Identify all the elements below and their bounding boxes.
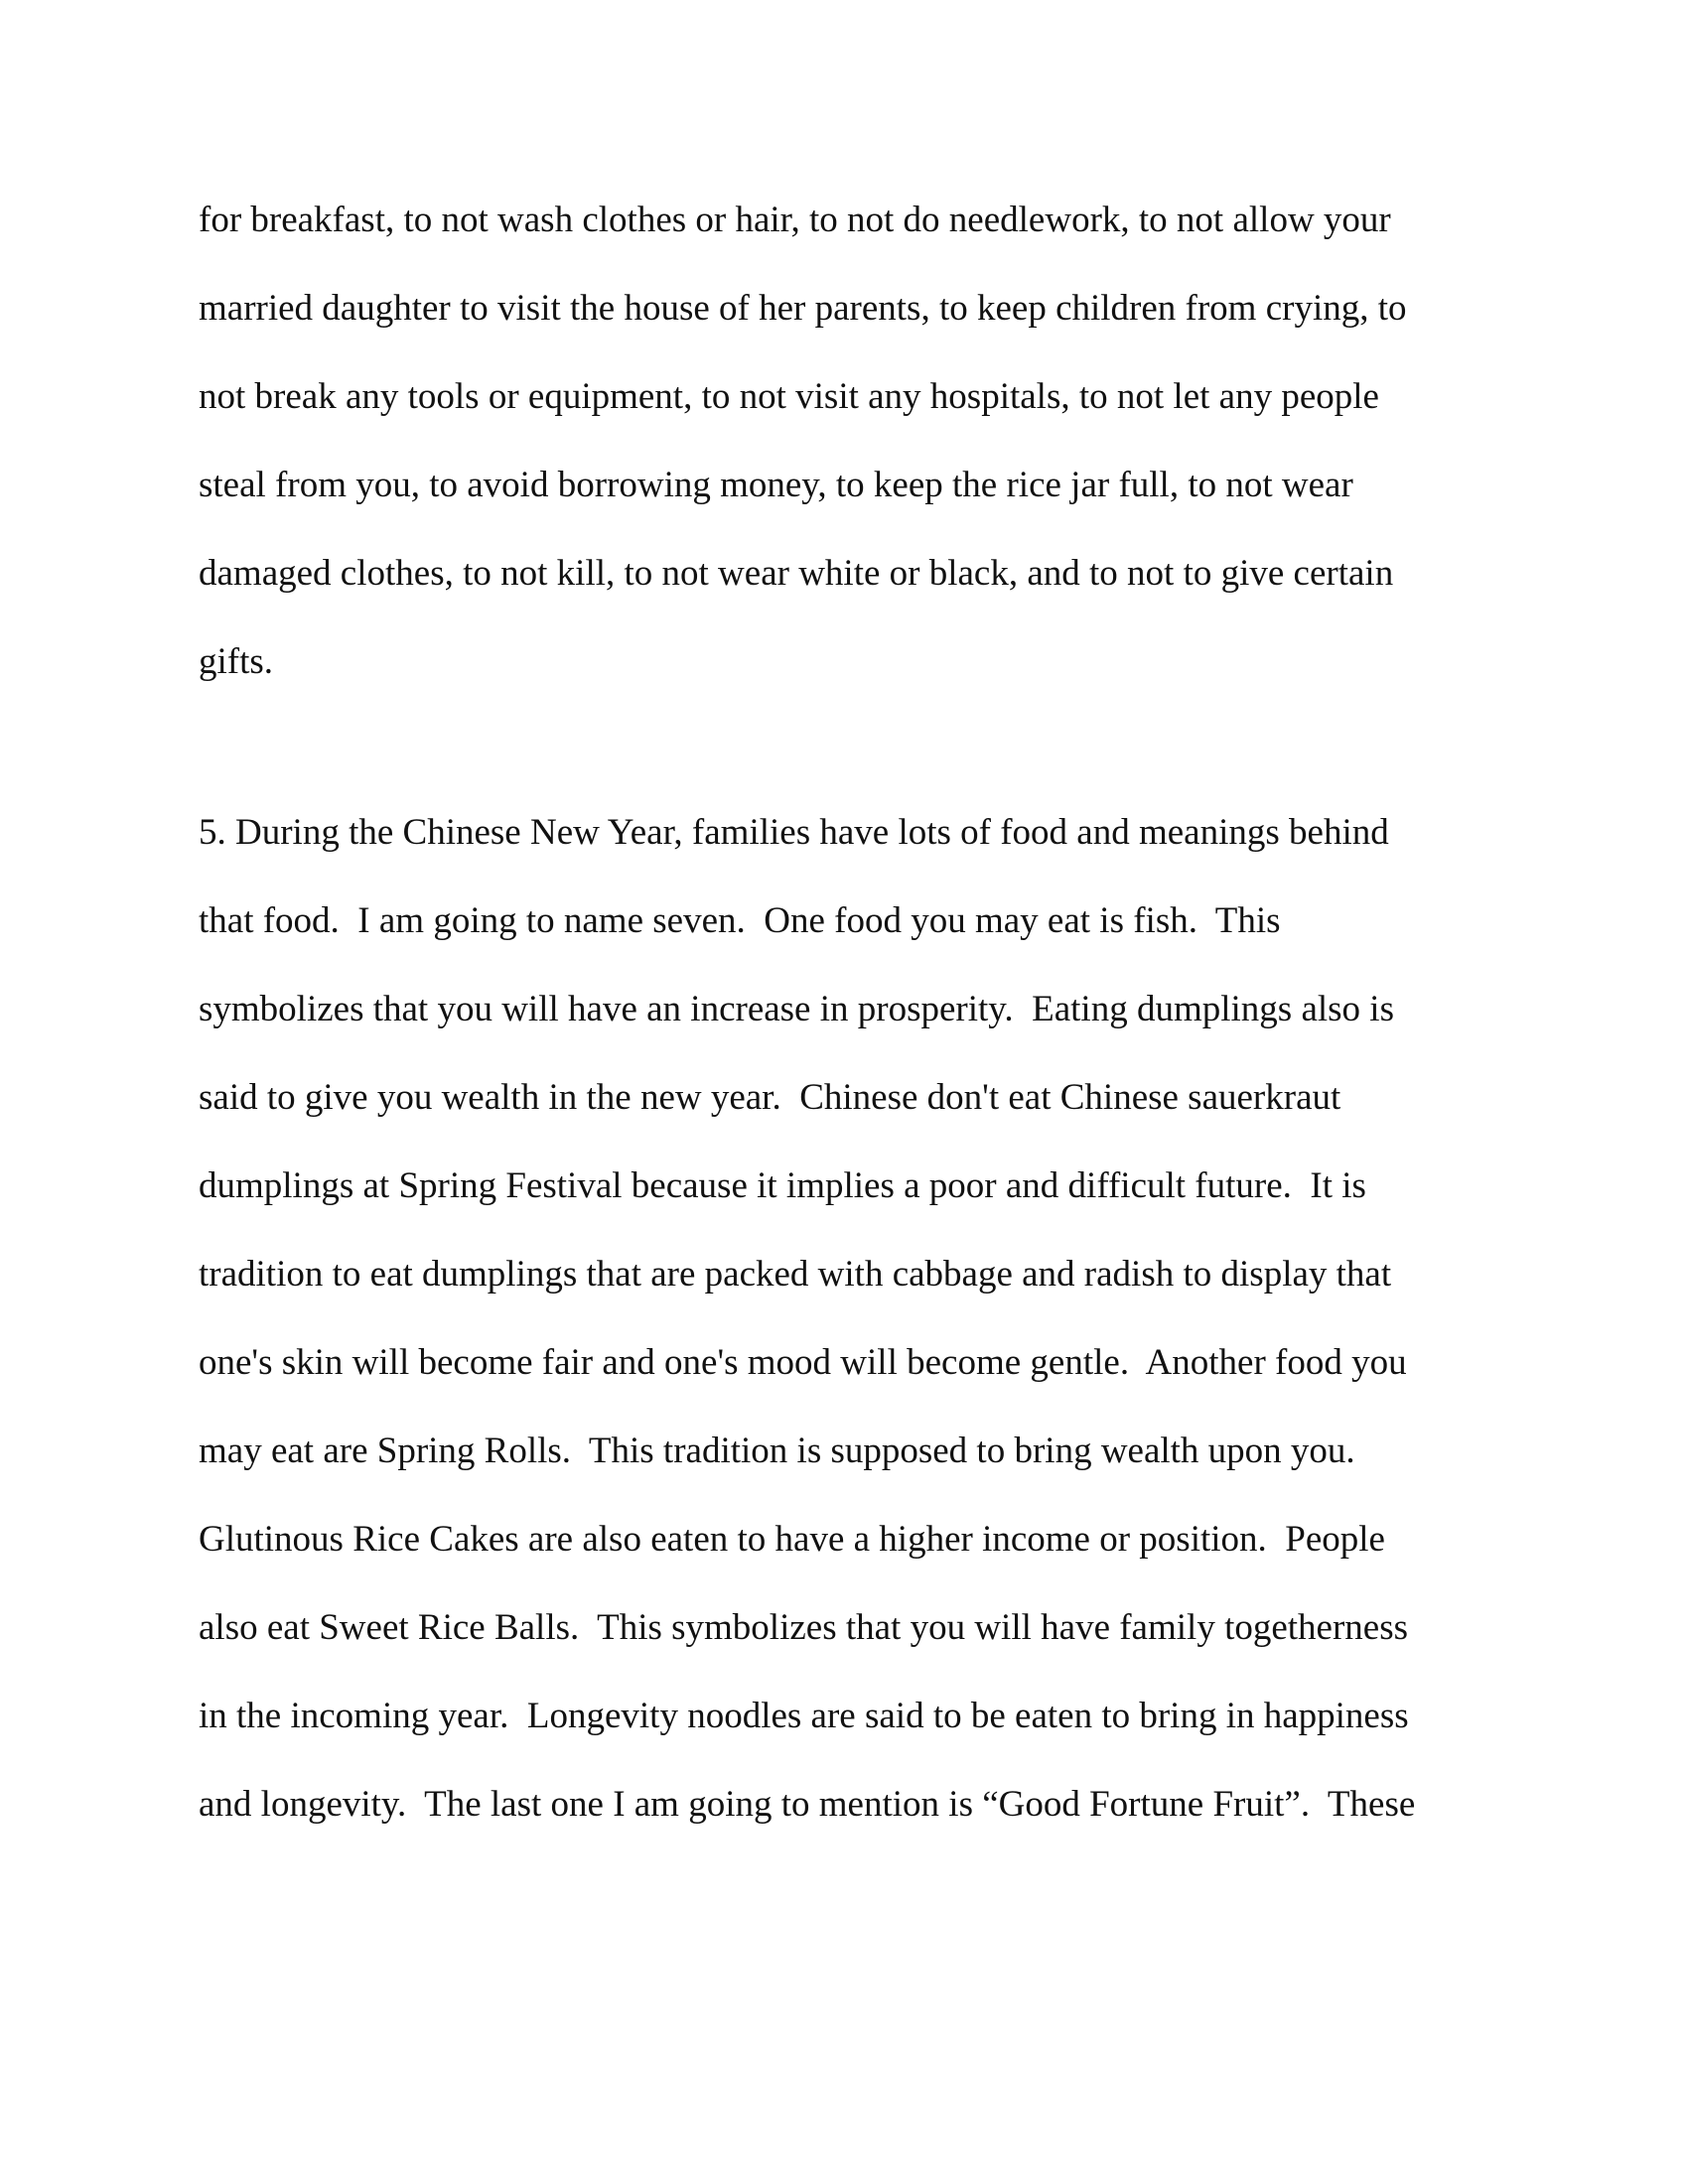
- paragraph1-line-5: damaged clothes, to not kill, to not wear white or black, and to not to give certain: [199, 553, 1394, 594]
- paragraph2-line-11: in the incoming year. Longevity noodles are said to be eaten to bring in happiness: [199, 1696, 1409, 1736]
- paragraph2-line-4: said to give you wealth in the new year. Chinese don't eat Chinese sauerkraut: [199, 1077, 1341, 1118]
- paragraph1-line-2: married daughter to visit the house of her parents, to keep children from crying, to: [199, 288, 1407, 329]
- paragraph2-line-9: Glutinous Rice Cakes are also eaten to have a higher income or position. People: [199, 1519, 1385, 1560]
- paragraph2-line-2: that food. I am going to name seven. One food you may eat is fish. This: [199, 900, 1281, 941]
- paragraph2-line-8: may eat are Spring Rolls. This tradition is supposed to bring wealth upon you.: [199, 1431, 1355, 1471]
- paragraph2-line-1: 5. During the Chinese New Year, families have lots of food and meanings behind: [199, 812, 1389, 853]
- paragraph1-line-6: gifts.: [199, 641, 274, 682]
- paragraph1-line-3: not break any tools or equipment, to not visit any hospitals, to not let any people: [199, 376, 1379, 417]
- paragraph2-line-10: also eat Sweet Rice Balls. This symbolizes that you will have family togetherness: [199, 1607, 1409, 1648]
- paragraph2-line-12: and longevity. The last one I am going to mention is “Good Fortune Fruit”. These: [199, 1784, 1416, 1825]
- paragraph2-line-5: dumplings at Spring Festival because it implies a poor and difficult future. It is: [199, 1165, 1366, 1206]
- paragraph1-line-1: for breakfast, to not wash clothes or hair, to not do needlework, to not allow your: [199, 200, 1391, 240]
- paragraph2-line-3: symbolizes that you will have an increase in prosperity. Eating dumplings also is: [199, 989, 1394, 1029]
- paragraph2-line-7: one's skin will become fair and one's mood will become gentle. Another food you: [199, 1342, 1407, 1383]
- paragraph1-line-4: steal from you, to avoid borrowing money, to keep the rice jar full, to not wear: [199, 465, 1353, 505]
- paragraph2-line-6: tradition to eat dumplings that are packed with cabbage and radish to display that: [199, 1254, 1392, 1295]
